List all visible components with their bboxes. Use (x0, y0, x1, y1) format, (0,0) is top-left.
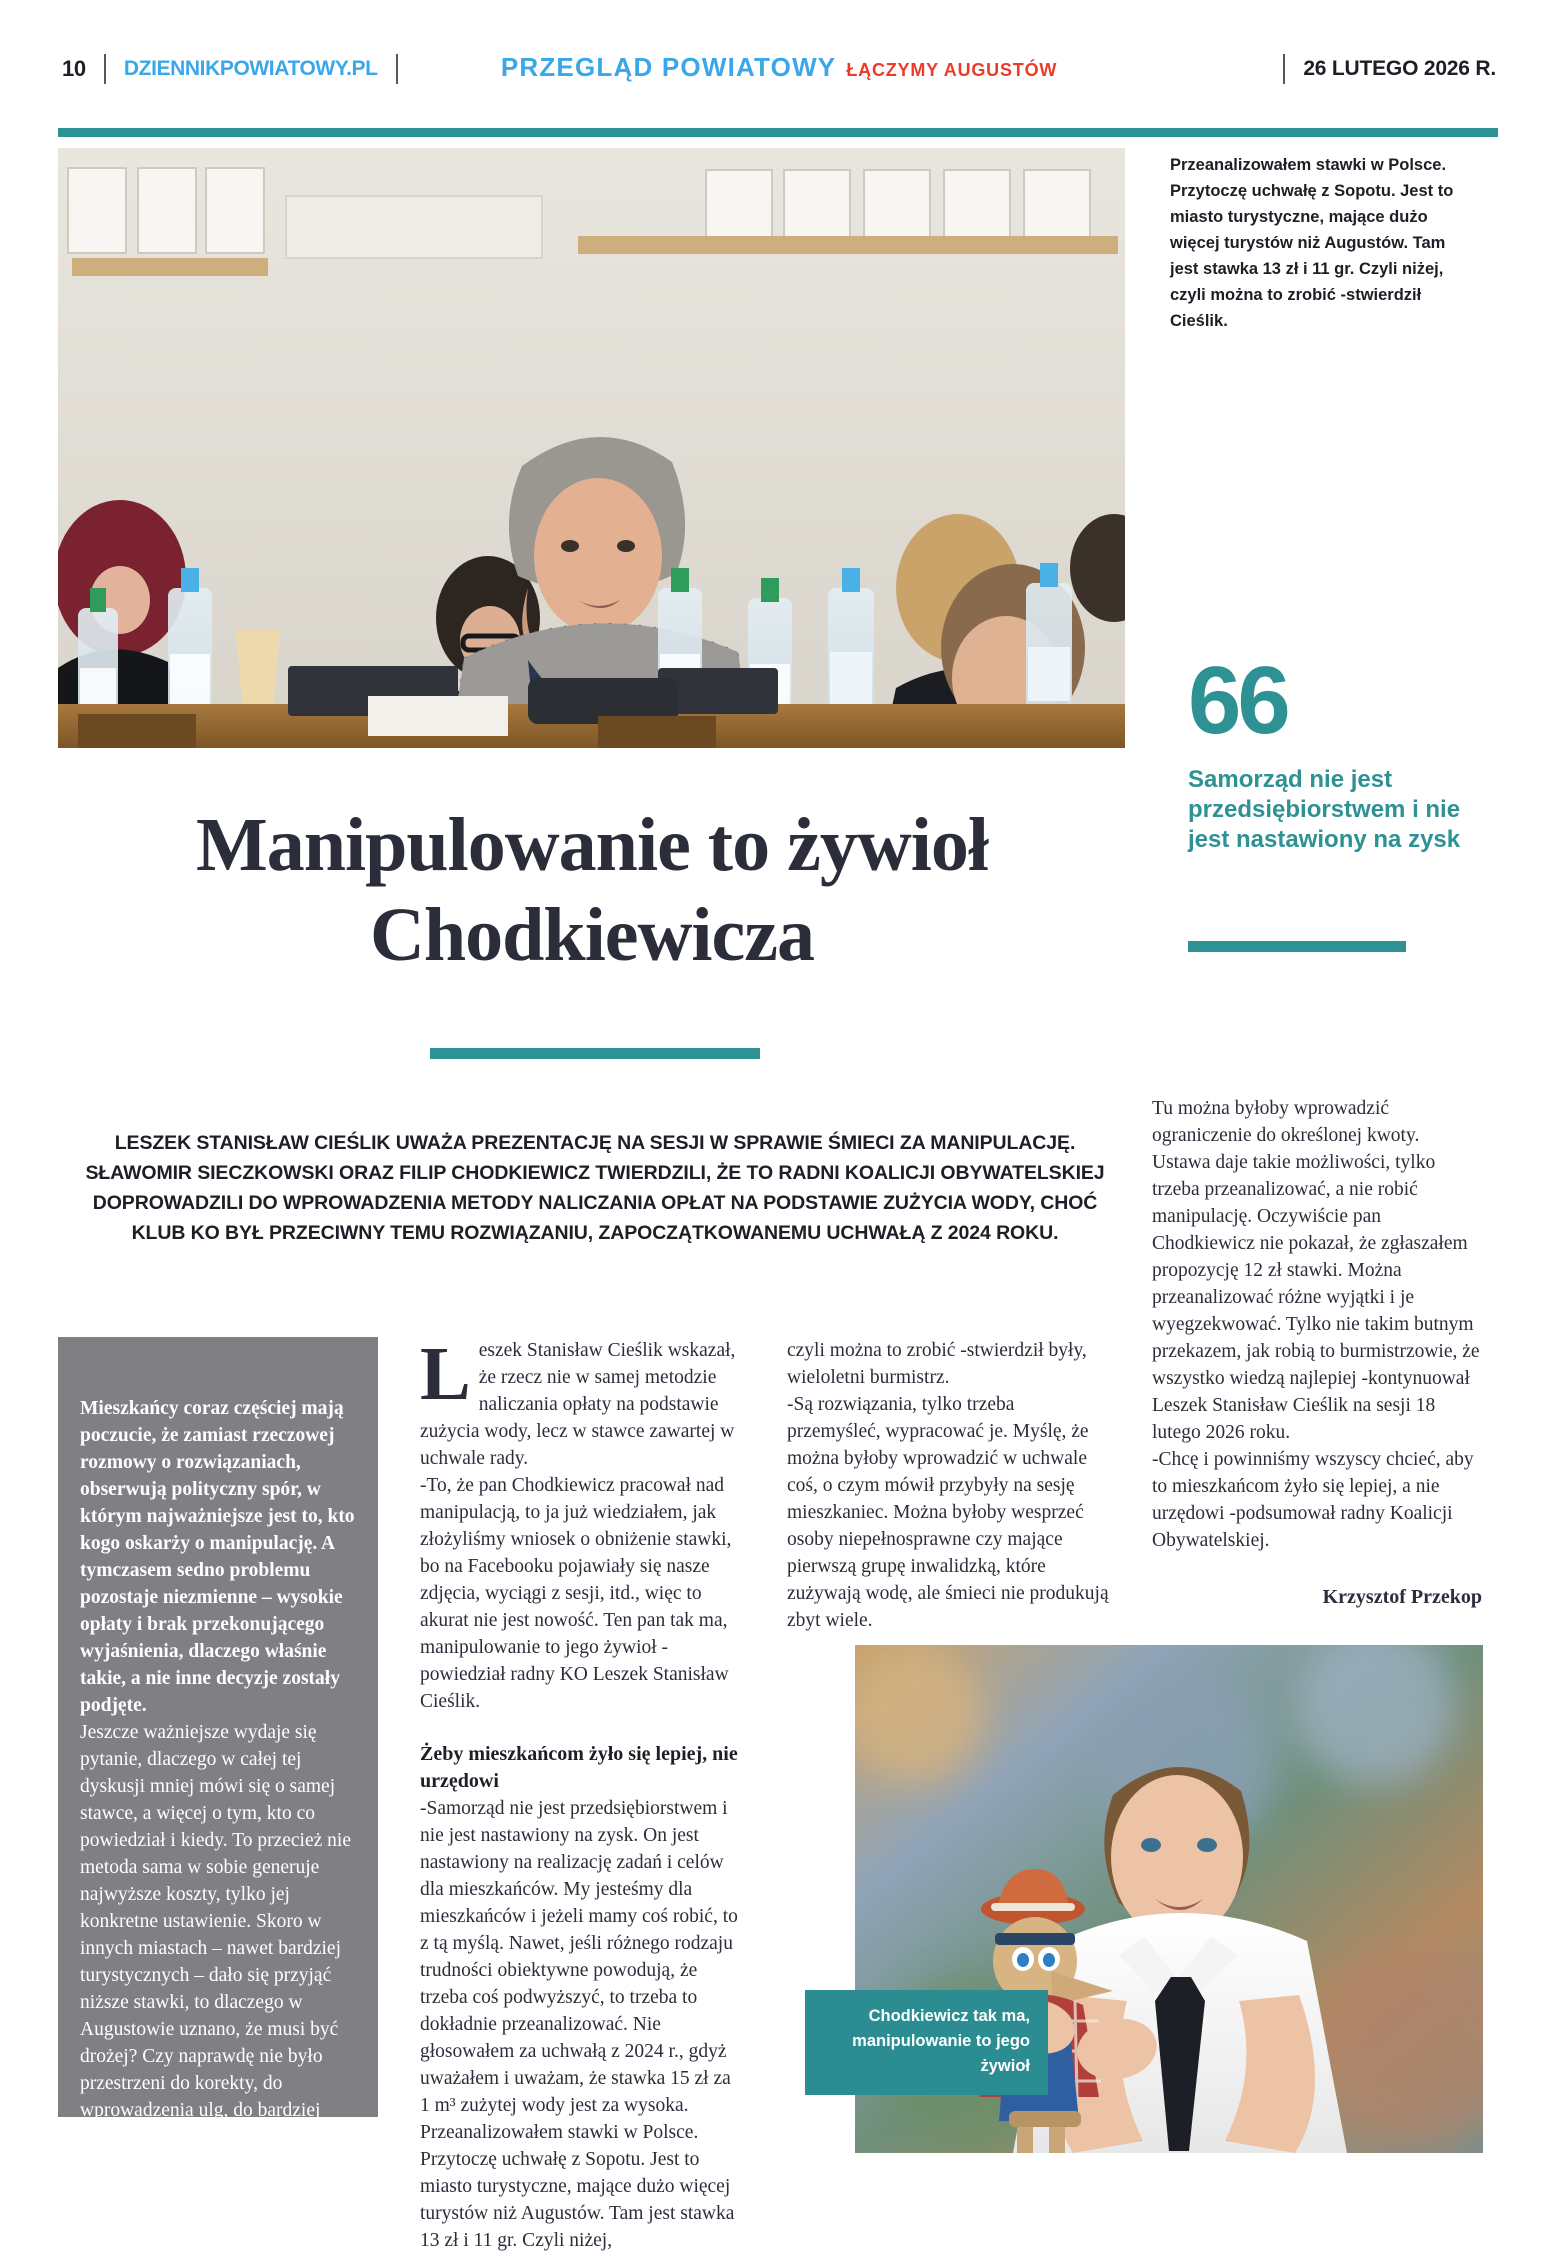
divider-rule (104, 54, 106, 84)
publication-tagline: ŁĄCZYMY AUGUSTÓW (846, 60, 1057, 81)
masthead-left (62, 54, 416, 84)
hero-photo (58, 148, 1125, 748)
accent-bar-center (430, 1048, 760, 1059)
headline-line-2: Chodkiewicza (58, 890, 1126, 980)
page-title (58, 800, 1126, 980)
article-lead: LESZEK STANISŁAW CIEŚLIK UWAŻA PREZENTACJĘ NA SESJI W SPRAWIE ŚMIECI ZA MANIPULACJĘ. SŁAWOMIR SIECZKOWSKI ORAZ FILIP CHODKIEWICZ TWIERDZILI, ŻE TO RADNI KOALICJI OBYWATELSKIEJ DOPROWADZILI DO WPROWADZENIA METODY NALICZANIA OPŁAT NA PODSTAWIE ZUŻYCIA WODY, CHOĆ KLUB KO BYŁ PRZECIWNY TEMU ROZWIĄZANIU, ZAPOCZĄTKOWANEMU UCHWAŁĄ Z 2024 ROKU. (80, 1128, 1110, 1248)
masthead-logo (501, 52, 1057, 83)
sidebar-blurb-text: Przeanalizowałem stawki w Polsce. Przytoczę uchwałę z Sopotu. Jest to miasto turystyczne, mające dużo więcej turystów niż Augustów. Tam jest stawka 13 zł i 11 gr. Czyli niżej, czyli można to zrobić -stwierdził Cieślik. (1170, 152, 1460, 334)
column1-paragraph-3: -Samorząd nie jest przedsiębiorstwem i nie jest nastawiony na zysk. On jest nastawiony na realizację zadań i celów dla mieszkańców. My jesteśmy dla mieszkańców i jeżeli mamy coś robić, to z tą myślą. Nawet, jeśli różnego rodzaju trudności obiektywne powodują, że trzeba coś podwyższyć, to trzeba to dokładnie przeanalizować. Nie głosowałem za uchwałą z 2024 r., gdyż uważałem i uważam, że stawka 15 zł za 1 m³ zużytej wody jest za wysoka. Przeanalizowałem stawki w Polsce. Przytoczę uchwałę z Sopotu. Jest to miasto turystyczne, mające dużo więcej turystów niż Augustów. Tam jest stawka 13 zł i 11 gr. Czyli niżej, (420, 1795, 745, 2254)
sidebar-blurb (1170, 152, 1460, 334)
commentary-paragraph: Jeszcze ważniejsze wydaje się pytanie, dlaczego w całej tej dyskusji mniej mówi się o samej stawce, a więcej o tym, kto co powiedział i kiedy. To przecież nie metoda sama w sobie generuje najwyższe koszty, tylko jej konkretne ustawienie. Skoro w innych miastach – nawet bardziej turystycznych – dało się przyjąć niższe stawki, to dlaczego w Augustowie uznano, że musi być drożej? Czy naprawdę nie było przestrzeni do korekty, do wprowadzenia ulg, do bardziej elastycznego podejścia dla osób, które zużywają wodę, ale nie produkują proporcjonalnej ilości odpadów? (80, 1719, 356, 2232)
commentary-bold-paragraph: Mieszkańcy coraz częściej mają poczucie, że zamiast rzeczowej rozmowy o rozwiązaniach, obserwują polityczny spór, w którym najważniejsze jest to, kto kogo oskarży o manipulację. A tymczasem sedno problemu pozostaje niezmienne – wysokie opłaty i brak przekonującego wyjaśnienia, dlaczego właśnie takie, a nie inne decyzje zostały podjęte. (80, 1395, 356, 1719)
column3-paragraph-2: -Chcę i powinniśmy wszyscy chcieć, aby to mieszkańcom żyło się lepiej, a nie urzędowi -podsumował radny Koalicji Obywatelskiej. (1152, 1446, 1482, 1554)
quote-mark-icon: 66 (1188, 665, 1287, 737)
accent-bar-right (1188, 941, 1406, 952)
divider-rule (396, 54, 398, 84)
commentary-byline: Krzysztof Przekop (80, 2246, 356, 2268)
divider-rule (1283, 54, 1285, 84)
pull-quote-text: Samorząd nie jest przedsiębiorstwem i nie jest nastawiony na zysk (1188, 765, 1488, 855)
site-name[interactable]: DZIENNIKPOWIATOWY.PL (124, 57, 378, 81)
issue-date: 26 LUTEGO 2026 R. (1303, 57, 1496, 81)
column3-byline: Krzysztof Przekop (1152, 1584, 1482, 1611)
body-column-3 (1152, 1095, 1482, 1611)
column2-paragraph-2: -Są rozwiązania, tylko trzeba przemyśleć, wypracować je. Myślę, że można byłoby wprowadzić w uchwale coś, o czym mówił przybyły na sesję mieszkaniec. Można byłoby wesprzeć osoby niepełnosprawne czy mające pierwszą grupę inwalidzką, które zużywają wodę, ale śmieci nie produkują zbyt wiele. (787, 1391, 1112, 1634)
headline-line-1: Manipulowanie to żywioł (58, 800, 1126, 890)
body-column-2 (787, 1337, 1112, 1634)
column1-paragraph-2: -To, że pan Chodkiewicz pracował nad manipulacją, to ja już wiedziałem, jak złożyliśmy wniosek o obniżenie stawki, bo na Facebooku pojawiały się nasze zdjęcia, wyciągi z sesji, itd., więc to akurat nie jest nowość. Ten pan tak ma, manipulowanie to jego żywioł -powiedział radny KO Leszek Stanisław Cieślik. (420, 1472, 745, 1715)
column2-paragraph-1: czyli można to zrobić -stwierdził były, wieloletni burmistrz. (787, 1337, 1112, 1391)
column1-paragraph-1: Leszek Stanisław Cieślik wskazał, że rzecz nie w samej metodzie naliczania opłaty na podstawie zużycia wody, lecz w stawce zawartej w uchwale rady. (420, 1337, 745, 1472)
top-accent-bar (58, 128, 1498, 137)
page-number: 10 (62, 56, 86, 82)
masthead (0, 0, 1558, 118)
masthead-right (1265, 54, 1496, 84)
publication-title: PRZEGLĄD POWIATOWY (501, 52, 837, 83)
column1-subhead: Żeby mieszkańcom żyło się lepiej, nie urzędowi (420, 1741, 745, 1795)
commentary-box (58, 1337, 378, 2117)
column3-paragraph-1: Tu można byłoby wprowadzić ograniczenie do określonej kwoty. Ustawa daje takie możliwości, tylko trzeba przeanalizować, a nie robić manipulację. Oczywiście pan Chodkiewicz nie pokazał, że zgłaszałem propozycję 12 zł stawki. Można przeanalizować różne wyjątki i je wyegzekwować. Tylko nie takim butnym przekazem, jak robią to burmistrzowie, że wszystko wiedzą najlepiej -kontynuował Leszek Stanisław Cieślik na sesji 18 lutego 2026 roku. (1152, 1095, 1482, 1446)
photo-caption: Chodkiewicz tak ma, manipulowanie to jego żywioł (805, 1990, 1048, 2095)
body-column-1 (420, 1337, 745, 2254)
